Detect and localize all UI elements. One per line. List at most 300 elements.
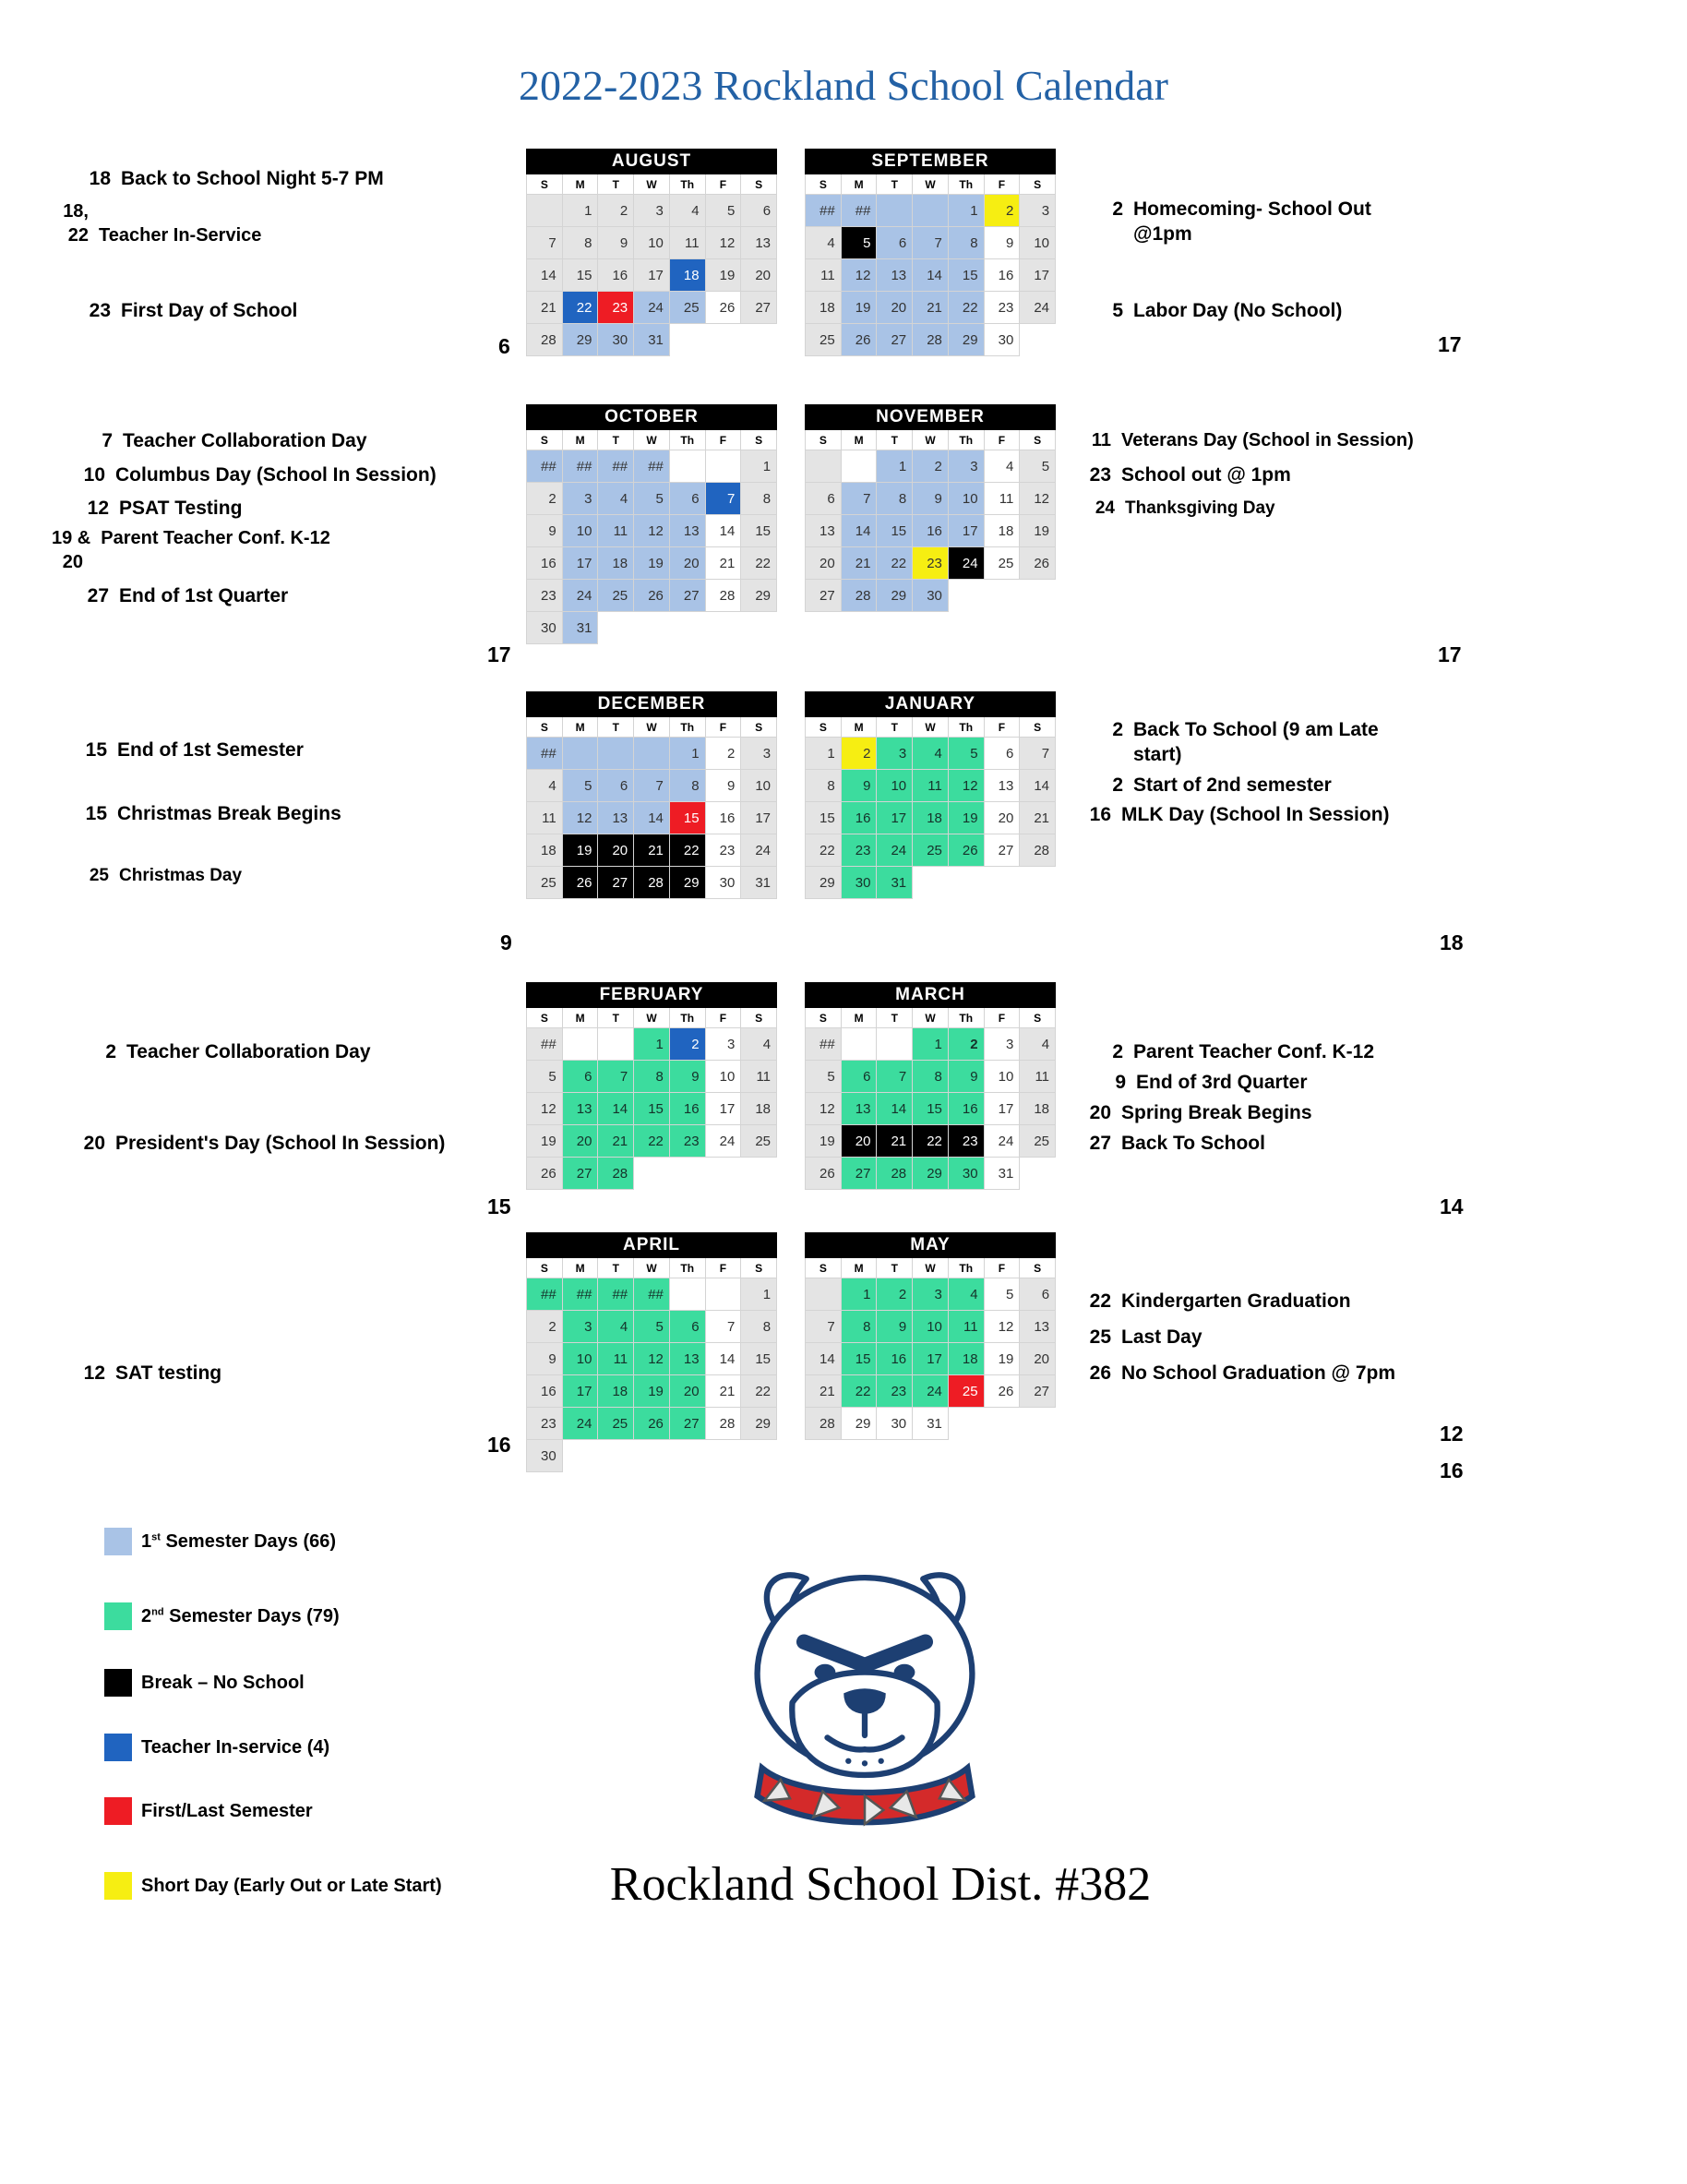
- legend-label: 2nd Semester Days (79): [141, 1605, 340, 1626]
- day-cell: 16: [949, 1093, 985, 1125]
- weekday-label: W: [913, 1008, 949, 1028]
- event-label: President's Day (School In Session): [115, 1133, 446, 1154]
- day-cell: 11: [527, 802, 563, 834]
- day-cell: 23: [527, 1408, 563, 1440]
- day-cell: 2: [985, 195, 1021, 227]
- event-label: Parent Teacher Conf. K-12: [101, 528, 330, 548]
- day-cell: [741, 612, 777, 644]
- day-cell: [1020, 1408, 1056, 1440]
- event-note-row: [1092, 1041, 1374, 1063]
- day-cell: 7: [634, 770, 670, 802]
- day-cell: 25: [741, 1125, 777, 1158]
- day-cell: 30: [877, 1408, 913, 1440]
- week-row: [526, 1278, 777, 1311]
- day-cell: 12: [706, 227, 742, 259]
- day-cell: 8: [670, 770, 706, 802]
- event-label: Homecoming- School Out: [1133, 198, 1371, 220]
- day-cell: 23: [706, 834, 742, 867]
- weekday-label: M: [563, 1008, 599, 1028]
- day-cell: 21: [598, 1125, 634, 1158]
- weekday-row: [526, 1258, 777, 1278]
- day-cell: 29: [563, 324, 599, 356]
- day-cell: 16: [706, 802, 742, 834]
- event-day-number: 12: [87, 498, 109, 519]
- day-cell: 13: [877, 259, 913, 292]
- day-cell: 9: [949, 1061, 985, 1093]
- semester-day-count: 6: [498, 334, 510, 358]
- day-cell: 18: [527, 834, 563, 867]
- weekday-row: [526, 1008, 777, 1028]
- day-cell: 24: [1020, 292, 1056, 324]
- weekday-label: Th: [949, 430, 985, 450]
- legend-swatch: [104, 1669, 132, 1697]
- day-cell: 5: [634, 483, 670, 515]
- semester-day-count: 17: [1438, 642, 1462, 666]
- day-cell: 26: [985, 1375, 1021, 1408]
- day-cell: 30: [949, 1158, 985, 1190]
- day-cell: 5: [563, 770, 599, 802]
- month-title: AUGUST: [526, 149, 777, 174]
- day-cell: 11: [598, 515, 634, 547]
- day-cell: [563, 1028, 599, 1061]
- weekday-label: S: [1020, 1008, 1056, 1028]
- event-day-number: 12: [83, 1362, 105, 1384]
- weekday-label: Th: [670, 717, 706, 738]
- event-day-number: 10: [83, 464, 105, 486]
- day-cell: 18: [913, 802, 949, 834]
- week-row: [805, 580, 1056, 612]
- semester-day-count: 14: [1440, 1194, 1464, 1218]
- day-cell: [1020, 580, 1056, 612]
- day-cell: 22: [634, 1125, 670, 1158]
- legend-label: 1st Semester Days (66): [141, 1530, 337, 1552]
- event-label: End of 1st Quarter: [119, 585, 289, 606]
- day-cell: 27: [842, 1158, 878, 1190]
- semester-day-count: 16: [1440, 1458, 1464, 1482]
- day-cell: 28: [706, 1408, 742, 1440]
- day-cell: 6: [985, 738, 1021, 770]
- day-cell: [527, 195, 563, 227]
- day-cell: [741, 1158, 777, 1190]
- event-note: [1092, 719, 1379, 766]
- day-cell: 21: [842, 547, 878, 580]
- weekday-label: M: [563, 717, 599, 738]
- weekday-label: S: [806, 1258, 842, 1278]
- day-cell: 24: [985, 1125, 1021, 1158]
- event-note-row: [1080, 430, 1414, 451]
- day-cell: ##: [527, 450, 563, 483]
- day-cell: 25: [913, 834, 949, 867]
- day-cell: 2: [949, 1028, 985, 1061]
- weekday-label: S: [806, 430, 842, 450]
- weekday-label: Th: [949, 717, 985, 738]
- day-cell: [563, 1440, 599, 1472]
- day-cell: 17: [985, 1093, 1021, 1125]
- weekday-label: S: [806, 1008, 842, 1028]
- day-cell: 12: [985, 1311, 1021, 1343]
- month-march: [805, 982, 1056, 1190]
- day-cell: 1: [913, 1028, 949, 1061]
- day-cell: [670, 1440, 706, 1472]
- day-cell: 18: [806, 292, 842, 324]
- weekday-label: M: [842, 1258, 878, 1278]
- day-cell: 15: [806, 802, 842, 834]
- event-note-row: [1080, 1133, 1265, 1155]
- day-cell: 11: [598, 1343, 634, 1375]
- legend-swatch: [104, 1602, 132, 1630]
- day-cell: ##: [527, 1028, 563, 1061]
- day-cell: 17: [563, 547, 599, 580]
- event-day-number: 5: [1112, 300, 1123, 321]
- weekday-label: M: [563, 1258, 599, 1278]
- day-cell: 29: [670, 867, 706, 899]
- legend-item: [104, 1602, 340, 1630]
- month-title: MARCH: [805, 982, 1056, 1008]
- weekday-label: S: [741, 430, 777, 450]
- day-cell: 11: [949, 1311, 985, 1343]
- day-cell: 25: [949, 1375, 985, 1408]
- day-cell: 11: [1020, 1061, 1056, 1093]
- event-day-number: 22: [1089, 1290, 1111, 1312]
- day-cell: 1: [741, 1278, 777, 1311]
- month-title: SEPTEMBER: [805, 149, 1056, 174]
- event-day-number: 15: [85, 803, 107, 824]
- event-note-row: [74, 1362, 221, 1385]
- event-note-row: [78, 585, 288, 607]
- day-cell: 7: [598, 1061, 634, 1093]
- event-day-number: 2: [1112, 719, 1123, 740]
- event-note-row: [79, 300, 297, 322]
- semester-day-count: 15: [487, 1194, 511, 1218]
- day-cell: 31: [741, 867, 777, 899]
- week-row: [805, 867, 1056, 899]
- day-cell: 22: [670, 834, 706, 867]
- day-cell: 15: [842, 1343, 878, 1375]
- day-cell: 3: [877, 738, 913, 770]
- day-cell: [706, 450, 742, 483]
- day-cell: 8: [806, 770, 842, 802]
- weekday-label: F: [985, 717, 1021, 738]
- event-note-row: [74, 1133, 445, 1155]
- day-cell: 28: [706, 580, 742, 612]
- day-cell: [1020, 324, 1056, 356]
- weekday-label: T: [877, 1008, 913, 1028]
- day-cell: 26: [949, 834, 985, 867]
- day-cell: 28: [877, 1158, 913, 1190]
- weekday-label: S: [527, 1258, 563, 1278]
- weekday-label: M: [563, 174, 599, 195]
- day-cell: 25: [598, 1408, 634, 1440]
- day-cell: [877, 195, 913, 227]
- day-cell: 16: [670, 1093, 706, 1125]
- day-cell: 13: [1020, 1311, 1056, 1343]
- day-cell: 12: [949, 770, 985, 802]
- event-label: Back To School: [1121, 1133, 1265, 1154]
- day-cell: 6: [598, 770, 634, 802]
- event-note-row: [1080, 1102, 1312, 1124]
- day-cell: 29: [913, 1158, 949, 1190]
- day-cell: 4: [1020, 1028, 1056, 1061]
- event-note-row: [1080, 1326, 1202, 1349]
- day-cell: 24: [634, 292, 670, 324]
- weekday-label: F: [706, 1258, 742, 1278]
- month-august: [526, 149, 777, 356]
- event-note: [79, 168, 384, 190]
- day-cell: [670, 450, 706, 483]
- day-cell: [563, 738, 599, 770]
- weekday-row: [526, 174, 777, 195]
- day-cell: 27: [877, 324, 913, 356]
- day-cell: 9: [706, 770, 742, 802]
- day-cell: 22: [913, 1125, 949, 1158]
- day-cell: 1: [806, 738, 842, 770]
- week-row: [526, 1061, 777, 1093]
- day-cell: 20: [598, 834, 634, 867]
- week-row: [526, 834, 777, 867]
- day-cell: 26: [842, 324, 878, 356]
- day-cell: 6: [741, 195, 777, 227]
- day-cell: 17: [563, 1375, 599, 1408]
- day-cell: 21: [527, 292, 563, 324]
- event-note: [74, 1362, 221, 1385]
- day-cell: 13: [670, 515, 706, 547]
- event-note: [1080, 1362, 1395, 1385]
- day-cell: 17: [949, 515, 985, 547]
- month-title: DECEMBER: [526, 691, 777, 717]
- semester-day-count: 16: [487, 1433, 511, 1457]
- day-cell: 3: [949, 450, 985, 483]
- week-row: [526, 1343, 777, 1375]
- day-cell: 26: [527, 1158, 563, 1190]
- weekday-label: S: [527, 174, 563, 195]
- day-cell: 14: [806, 1343, 842, 1375]
- day-cell: 8: [634, 1061, 670, 1093]
- day-cell: 3: [1020, 195, 1056, 227]
- weekday-row: [805, 717, 1056, 738]
- day-cell: 7: [842, 483, 878, 515]
- event-day-number: 9: [1115, 1072, 1126, 1093]
- event-note-row: [57, 225, 261, 246]
- event-note: [1080, 464, 1291, 486]
- day-cell: 2: [842, 738, 878, 770]
- day-cell: 28: [1020, 834, 1056, 867]
- event-note-row: [74, 464, 437, 486]
- week-row: [805, 292, 1056, 324]
- day-cell: 28: [527, 324, 563, 356]
- day-cell: 11: [741, 1061, 777, 1093]
- day-cell: 4: [949, 1278, 985, 1311]
- weekday-label: W: [913, 717, 949, 738]
- day-cell: 15: [741, 1343, 777, 1375]
- day-cell: 5: [842, 227, 878, 259]
- day-cell: 19: [634, 547, 670, 580]
- day-cell: 14: [598, 1093, 634, 1125]
- event-label: Back to School Night 5-7 PM: [121, 168, 384, 189]
- day-cell: 20: [842, 1125, 878, 1158]
- event-note: [74, 1133, 445, 1155]
- event-note: [1092, 774, 1332, 797]
- day-cell: 5: [527, 1061, 563, 1093]
- day-cell: [985, 1408, 1021, 1440]
- day-cell: 30: [913, 580, 949, 612]
- day-cell: 4: [527, 770, 563, 802]
- day-cell: 22: [877, 547, 913, 580]
- day-cell: 1: [842, 1278, 878, 1311]
- weekday-label: T: [877, 717, 913, 738]
- day-cell: [598, 738, 634, 770]
- weekday-label: Th: [670, 1008, 706, 1028]
- day-cell: [706, 1440, 742, 1472]
- week-row: [805, 547, 1056, 580]
- day-cell: 22: [741, 1375, 777, 1408]
- month-may: [805, 1232, 1056, 1440]
- day-cell: 16: [877, 1343, 913, 1375]
- day-cell: 18: [598, 547, 634, 580]
- day-cell: 19: [527, 1125, 563, 1158]
- day-cell: 27: [806, 580, 842, 612]
- day-cell: 23: [949, 1125, 985, 1158]
- legend-swatch: [104, 1528, 132, 1555]
- day-cell: 29: [842, 1408, 878, 1440]
- weekday-label: F: [985, 174, 1021, 195]
- weekday-label: T: [877, 1258, 913, 1278]
- weekday-label: W: [634, 717, 670, 738]
- day-cell: [985, 867, 1021, 899]
- day-cell: 24: [741, 834, 777, 867]
- week-row: [526, 1311, 777, 1343]
- event-day-number: 20: [1089, 1102, 1111, 1123]
- week-row: [805, 1408, 1056, 1440]
- day-cell: 31: [634, 324, 670, 356]
- day-cell: 12: [806, 1093, 842, 1125]
- legend-label: Teacher In-service (4): [141, 1736, 330, 1758]
- day-cell: 17: [877, 802, 913, 834]
- day-cell: 10: [1020, 227, 1056, 259]
- event-note: [81, 430, 367, 452]
- day-cell: [670, 1278, 706, 1311]
- event-label: Christmas Day: [119, 866, 243, 885]
- event-note: [1080, 430, 1414, 451]
- day-cell: 21: [706, 1375, 742, 1408]
- month-title: NOVEMBER: [805, 404, 1056, 430]
- day-cell: 29: [741, 580, 777, 612]
- weekday-label: T: [598, 1008, 634, 1028]
- legend-item: [104, 1528, 336, 1555]
- weekday-row: [805, 430, 1056, 450]
- day-cell: 1: [634, 1028, 670, 1061]
- weekday-label: Th: [670, 174, 706, 195]
- event-day-number: 25: [1089, 1326, 1111, 1348]
- day-cell: 28: [634, 867, 670, 899]
- event-label: start): [1133, 744, 1182, 765]
- day-cell: 3: [741, 738, 777, 770]
- weekday-row: [805, 174, 1056, 195]
- day-cell: 16: [527, 1375, 563, 1408]
- semester-day-count: 17: [1438, 332, 1462, 356]
- day-cell: 4: [985, 450, 1021, 483]
- day-cell: 20: [1020, 1343, 1056, 1375]
- day-cell: 5: [806, 1061, 842, 1093]
- day-cell: 23: [598, 292, 634, 324]
- event-note-row: [79, 168, 384, 190]
- week-row: [526, 292, 777, 324]
- day-cell: 26: [806, 1158, 842, 1190]
- day-cell: 30: [527, 1440, 563, 1472]
- event-day-number: 16: [1089, 804, 1111, 825]
- day-cell: [913, 867, 949, 899]
- event-note: [1095, 1072, 1308, 1094]
- day-cell: 1: [670, 738, 706, 770]
- day-cell: 1: [949, 195, 985, 227]
- day-cell: 27: [670, 1408, 706, 1440]
- week-row: [526, 547, 777, 580]
- month-title: OCTOBER: [526, 404, 777, 430]
- weekday-row: [805, 1008, 1056, 1028]
- day-cell: 3: [634, 195, 670, 227]
- day-cell: 21: [877, 1125, 913, 1158]
- weekday-label: S: [741, 717, 777, 738]
- weekday-label: F: [706, 174, 742, 195]
- event-day-number: 23: [1089, 464, 1111, 486]
- event-note-row: [76, 739, 304, 762]
- day-cell: 8: [741, 1311, 777, 1343]
- event-label: Thanksgiving Day: [1125, 498, 1275, 518]
- day-cell: 23: [877, 1375, 913, 1408]
- day-cell: 6: [563, 1061, 599, 1093]
- weekday-label: W: [913, 1258, 949, 1278]
- day-cell: [949, 580, 985, 612]
- day-cell: 19: [806, 1125, 842, 1158]
- weekday-label: W: [634, 430, 670, 450]
- event-label: Columbus Day (School In Session): [115, 464, 437, 486]
- day-cell: 21: [634, 834, 670, 867]
- day-cell: 27: [741, 292, 777, 324]
- event-note: [74, 464, 437, 486]
- day-cell: [842, 450, 878, 483]
- week-row: [805, 1028, 1056, 1061]
- event-note: [78, 585, 288, 607]
- event-note: [1080, 1326, 1202, 1349]
- day-cell: 28: [842, 580, 878, 612]
- day-cell: 9: [985, 227, 1021, 259]
- day-cell: 28: [598, 1158, 634, 1190]
- day-cell: 30: [527, 612, 563, 644]
- day-cell: 28: [806, 1408, 842, 1440]
- day-cell: 27: [563, 1158, 599, 1190]
- day-cell: 10: [985, 1061, 1021, 1093]
- day-cell: ##: [598, 1278, 634, 1311]
- week-row: [526, 324, 777, 356]
- event-label: End of 1st Semester: [117, 739, 304, 761]
- event-day-number: 20: [62, 552, 83, 572]
- day-cell: 16: [913, 515, 949, 547]
- event-label: SAT testing: [115, 1362, 222, 1384]
- day-cell: 8: [877, 483, 913, 515]
- day-cell: 24: [563, 580, 599, 612]
- day-cell: 24: [563, 1408, 599, 1440]
- day-cell: 18: [670, 259, 706, 292]
- week-row: [526, 1375, 777, 1408]
- legend-label: Break – No School: [141, 1672, 305, 1693]
- day-cell: 15: [741, 515, 777, 547]
- day-cell: 12: [634, 515, 670, 547]
- day-cell: 20: [670, 547, 706, 580]
- event-note-row: [76, 803, 341, 825]
- day-cell: 4: [913, 738, 949, 770]
- day-cell: 18: [741, 1093, 777, 1125]
- day-cell: 7: [527, 227, 563, 259]
- day-cell: 11: [985, 483, 1021, 515]
